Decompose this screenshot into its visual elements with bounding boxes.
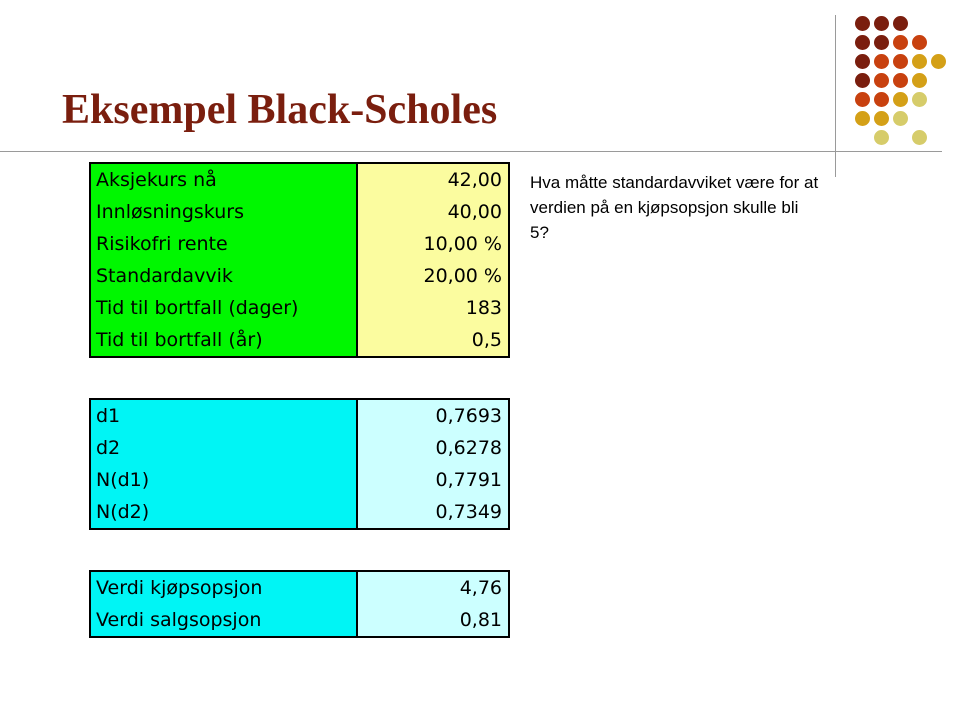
table-row [90,604,509,637]
intermediate-value[interactable]: 0,7349 [357,496,509,529]
decorative-vertical-line [835,15,836,177]
input-label[interactable]: Risikofri rente [90,228,357,260]
decorative-dot [912,35,927,50]
decorative-dot [893,111,908,126]
decorative-dot [855,35,870,50]
decorative-dot [874,73,889,88]
intermediate-label[interactable]: N(d1) [90,464,357,496]
table-row [90,196,509,228]
inputs-table [89,162,510,358]
input-label[interactable]: Standardavvik [90,260,357,292]
intermediate-value[interactable]: 0,7791 [357,464,509,496]
table-row [90,260,509,292]
slide-title: Eksempel Black-Scholes [62,87,498,133]
decorative-dot [855,16,870,31]
table-row [90,163,509,196]
decorative-dot [874,111,889,126]
decorative-dot [893,73,908,88]
intermediate-label[interactable]: d2 [90,432,357,464]
table-row [90,399,509,432]
input-value[interactable]: 183 [357,292,509,324]
decorative-dot [855,73,870,88]
decorative-dot [893,16,908,31]
table-row [90,464,509,496]
result-label[interactable]: Verdi kjøpsopsjon [90,571,357,604]
input-label[interactable]: Tid til bortfall (dager) [90,292,357,324]
table-row [90,571,509,604]
decorative-dot [874,130,889,145]
result-label[interactable]: Verdi salgsopsjon [90,604,357,637]
result-value[interactable]: 4,76 [357,571,509,604]
question-text: Hva måtte standardavviket være for at verdien på en kjøpsopsjon skulle bli 5? [530,173,819,242]
results-table [89,570,510,638]
decorative-horizontal-line [0,151,942,152]
intermediate-value[interactable]: 0,7693 [357,399,509,432]
decorative-dot [931,54,946,69]
table-row [90,324,509,357]
decorative-dot [893,35,908,50]
table-row [90,292,509,324]
input-value[interactable]: 42,00 [357,163,509,196]
input-value[interactable]: 0,5 [357,324,509,357]
table-row [90,228,509,260]
table-row [90,496,509,529]
intermediate-label[interactable]: d1 [90,399,357,432]
result-value[interactable]: 0,81 [357,604,509,637]
decorative-dot [855,54,870,69]
decorative-dot-grid [840,12,960,162]
intermediate-value[interactable]: 0,6278 [357,432,509,464]
decorative-dot [855,111,870,126]
intermediate-label[interactable]: N(d2) [90,496,357,529]
input-label[interactable]: Aksjekurs nå [90,163,357,196]
decorative-dot [893,92,908,107]
decorative-dot [912,54,927,69]
input-value[interactable]: 40,00 [357,196,509,228]
table-row [90,432,509,464]
decorative-dot [874,54,889,69]
intermediates-table [89,398,510,530]
decorative-dot [874,16,889,31]
input-label[interactable]: Innløsningskurs [90,196,357,228]
decorative-dot [893,54,908,69]
decorative-dot [912,73,927,88]
decorative-dot [874,92,889,107]
input-label[interactable]: Tid til bortfall (år) [90,324,357,357]
decorative-dot [912,130,927,145]
decorative-dot [874,35,889,50]
input-value[interactable]: 10,00 % [357,228,509,260]
decorative-dot [855,92,870,107]
input-value[interactable]: 20,00 % [357,260,509,292]
decorative-dot [912,92,927,107]
